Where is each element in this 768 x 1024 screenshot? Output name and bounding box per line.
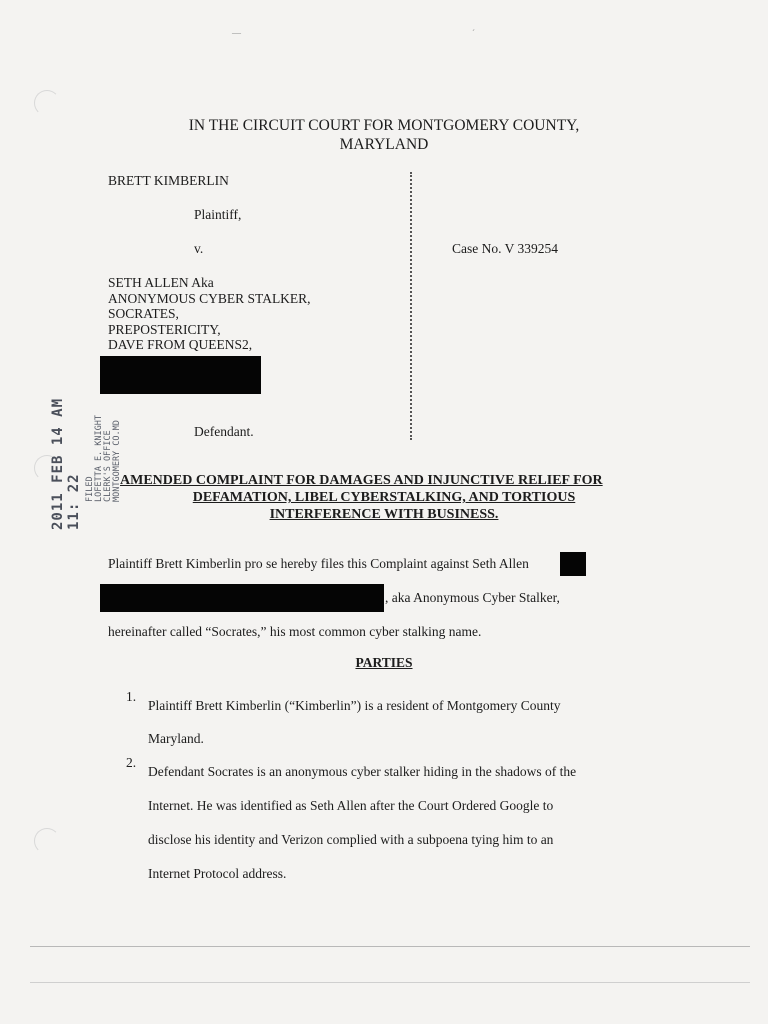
punch-hole-mark [34,90,60,116]
punch-hole-mark [34,828,60,854]
title-line-1: AMENDED COMPLAINT FOR DAMAGES AND INJUNCTIVE RELIEF FOR [120,473,603,488]
paragraph-line: Internet. He was identified as Seth Allen after the Court Ordered Google to [148,798,554,813]
intro-line-2: , aka Anonymous Cyber Stalker, [385,590,560,605]
paragraph-line: Maryland. [148,731,204,746]
title-line-3: INTERFERENCE WITH BUSINESS. [269,507,499,522]
defendant-role: Defendant. [194,424,254,439]
complaint-title [0,472,768,523]
stamp-line: MONTGOMERY CO.MD [112,420,122,502]
parties-heading: PARTIES [355,655,413,670]
caption-divider [410,172,412,440]
paragraph-1 [148,689,561,755]
stamp-line: FILED [85,476,95,502]
paragraph-number: 1. [126,689,137,704]
intro-line-1: Plaintiff Brett Kimberlin pro se hereby files this Complaint against Seth Allen [108,556,529,571]
intro-line-3: hereinafter called “Socrates,” his most common cyber stalking name. [108,624,482,639]
paragraph-line: Plaintiff Brett Kimberlin (“Kimberlin”) is a resident of Montgomery County [148,698,561,713]
court-line-2: MARYLAND [339,136,429,153]
title-line-2: DEFAMATION, LIBEL CYBERSTALKING, AND TORTIOUS [192,490,576,505]
stamp-line: CLERK'S OFFICE [103,430,113,502]
redaction-box [100,584,384,612]
defendant-name-line: SETH ALLEN Aka [108,275,214,290]
scan-speck: — [232,28,241,38]
court-heading [0,116,768,154]
redaction-box [560,552,586,576]
scan-edge-line [30,946,750,947]
scan-edge-line [30,982,750,983]
paragraph-line: disclose his identity and Verizon complied with a subpoena tying him to an [148,832,554,847]
plaintiff-name: BRETT KIMBERLIN [108,173,229,188]
stamp-line: LOFETTA E. KNIGHT [94,415,104,502]
paragraph-line: Internet Protocol address. [148,866,287,881]
paragraph-number: 2. [126,755,137,770]
paragraph-2 [148,755,576,891]
case-number: Case No. V 339254 [452,241,559,256]
defendant-name-line: SOCRATES, [108,306,179,321]
defendant-name-line: DAVE FROM QUEENS2, [108,337,253,352]
defendant-name-line: PREPOSTERICITY, [108,321,221,337]
defendant-names [108,275,311,353]
paragraph-line: Defendant Socrates is an anonymous cyber stalker hiding in the shadows of the [148,764,577,779]
defendant-name-line: ANONYMOUS CYBER STALKER, [108,290,311,306]
plaintiff-role: Plaintiff, [194,207,242,222]
court-line-1: IN THE CIRCUIT COURT FOR MONTGOMERY COUNTY, [188,117,580,134]
stamp-date: 2011 FEB 14 AM 11: 22 [50,397,82,530]
scan-speck: ´ [472,28,475,38]
versus-label: v. [194,241,204,256]
